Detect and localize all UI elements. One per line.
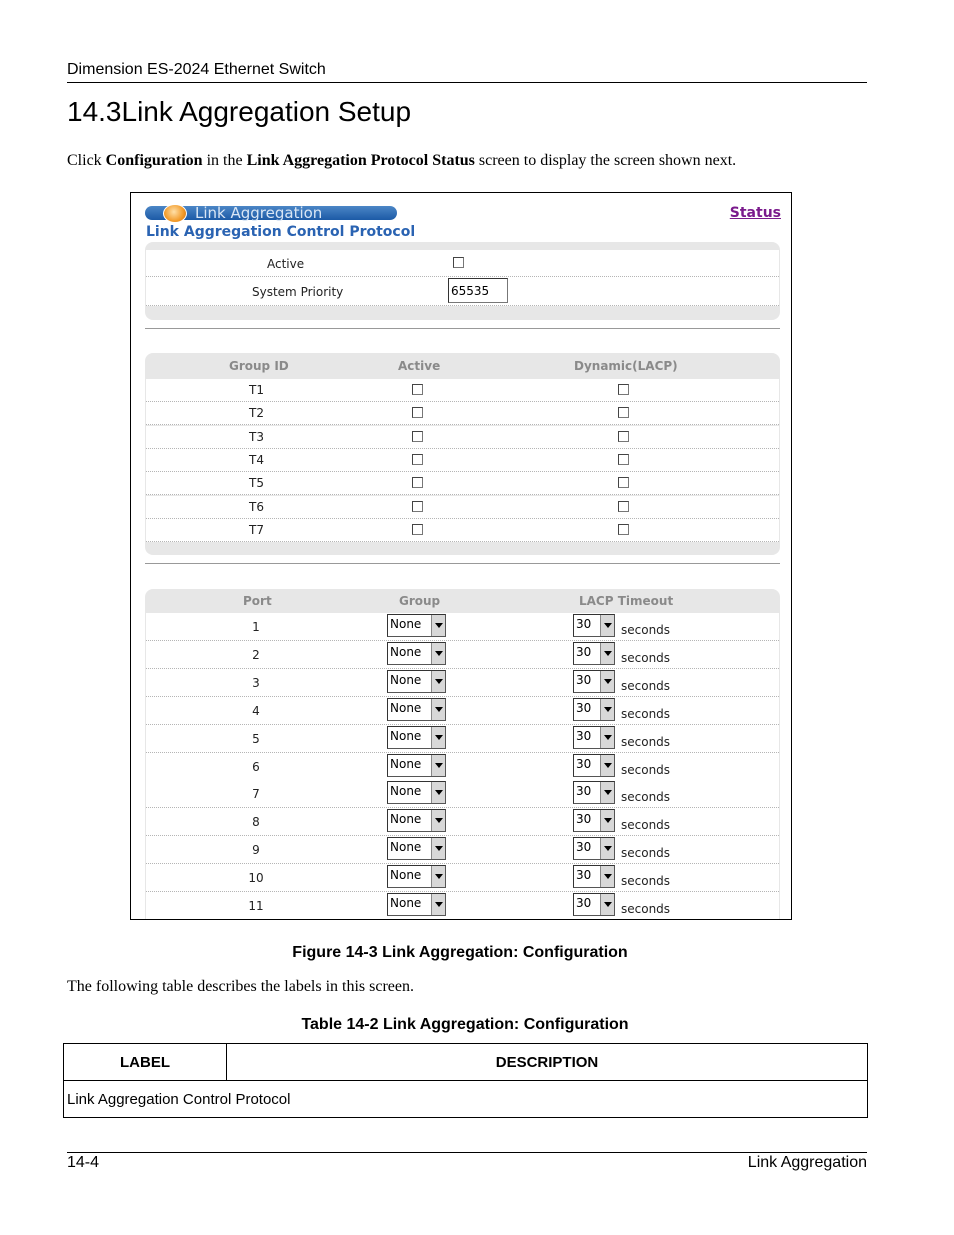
lacp-timeout-select[interactable]	[573, 726, 615, 749]
table-cell-section-row: Link Aggregation Control Protocol	[64, 1081, 868, 1118]
group-select[interactable]	[387, 781, 446, 804]
table-header-row	[64, 1044, 868, 1081]
lacp-active-label: Active	[267, 257, 305, 271]
group-select-value: None	[390, 896, 422, 910]
chevron-down-icon[interactable]	[431, 615, 445, 636]
port-number: 2	[252, 647, 260, 662]
group-row	[146, 379, 779, 402]
chevron-down-icon[interactable]	[600, 894, 614, 915]
chevron-down-icon[interactable]	[431, 866, 445, 887]
col-header-group-id: Group ID	[229, 359, 289, 373]
group-dynamic-checkbox[interactable]	[618, 384, 629, 395]
group-select[interactable]	[387, 893, 446, 916]
lacp-timeout-value: 30	[576, 700, 592, 715]
port-row	[146, 808, 779, 836]
system-priority-label: System Priority	[252, 285, 344, 299]
screenshot-figure	[130, 192, 792, 920]
section-number: 14.3	[67, 96, 122, 127]
lacp-active-row	[146, 250, 779, 277]
port-row	[146, 864, 779, 892]
lacp-timeout-value: 30	[576, 868, 592, 883]
lacp-timeout-select[interactable]	[573, 865, 615, 888]
port-number: 4	[252, 703, 260, 718]
lacp-timeout-select[interactable]	[573, 754, 615, 777]
group-dynamic-checkbox[interactable]	[618, 477, 629, 488]
chevron-down-icon[interactable]	[600, 782, 614, 803]
table-caption: Table 14-2 Link Aggregation: Configuration	[301, 1016, 629, 1033]
port-row	[146, 780, 779, 808]
chevron-down-icon[interactable]	[431, 699, 445, 720]
port-row	[146, 697, 779, 725]
system-priority-row	[146, 277, 779, 306]
seconds-label: seconds	[621, 790, 671, 805]
group-row	[146, 496, 779, 519]
lacp-timeout-value: 30	[576, 644, 592, 659]
lacp-timeout-value: 30	[576, 812, 592, 827]
intro-paragraph	[67, 152, 736, 170]
banner-bulb-icon	[163, 204, 187, 223]
group-active-checkbox[interactable]	[412, 431, 423, 442]
intro-text-2: in the	[202, 152, 247, 169]
port-row	[146, 892, 779, 920]
seconds-label: seconds	[621, 678, 671, 693]
seconds-label: seconds	[621, 762, 671, 777]
lacp-active-checkbox[interactable]	[453, 257, 464, 268]
lacp-timeout-select[interactable]	[573, 614, 615, 637]
group-dynamic-checkbox[interactable]	[618, 454, 629, 465]
seconds-label: seconds	[621, 902, 671, 916]
port-number: 7	[252, 787, 260, 802]
group-select[interactable]	[387, 865, 446, 888]
port-number: 1	[252, 620, 260, 634]
chevron-down-icon[interactable]	[431, 755, 445, 776]
chevron-down-icon[interactable]	[600, 643, 614, 664]
document-header-title: Dimension ES-2024 Ethernet Switch	[67, 61, 326, 78]
header-rule	[67, 82, 867, 83]
group-dynamic-checkbox[interactable]	[618, 431, 629, 442]
seconds-label: seconds	[621, 874, 671, 889]
status-link[interactable]: Status	[729, 205, 781, 221]
lacp-timeout-value: 30	[576, 896, 592, 910]
group-select-value: None	[390, 617, 422, 631]
banner-title: Link Aggregation	[195, 204, 323, 222]
group-active-checkbox[interactable]	[412, 384, 423, 395]
group-select-value: None	[390, 812, 422, 827]
group-active-checkbox[interactable]	[412, 407, 423, 418]
section-heading	[67, 96, 411, 128]
footer-rule	[67, 1152, 867, 1153]
chevron-down-icon[interactable]	[431, 782, 445, 803]
description-table	[63, 1043, 868, 1118]
port-row	[146, 669, 779, 697]
group-select[interactable]	[387, 754, 446, 777]
group-select-value: None	[390, 700, 422, 715]
col-header-port: Port	[243, 594, 272, 608]
group-row	[146, 449, 779, 472]
seconds-label: seconds	[621, 846, 671, 861]
group-dynamic-checkbox[interactable]	[618, 407, 629, 418]
figure-caption: Figure 14-3 Link Aggregation: Configuration	[292, 944, 628, 961]
group-select-value: None	[390, 784, 422, 799]
lacp-timeout-select[interactable]	[573, 837, 615, 860]
seconds-label: seconds	[621, 734, 671, 749]
group-row	[146, 472, 779, 495]
chevron-down-icon[interactable]	[431, 643, 445, 664]
group-active-checkbox[interactable]	[412, 501, 423, 512]
table-intro-paragraph: The following table describes the labels in this screen.	[67, 978, 415, 995]
chevron-down-icon[interactable]	[431, 727, 445, 748]
port-row	[146, 836, 779, 864]
lacp-timeout-select[interactable]	[573, 698, 615, 721]
lacp-timeout-value: 30	[576, 617, 592, 631]
group-select[interactable]	[387, 614, 446, 637]
group-row	[146, 402, 779, 425]
table-row	[64, 1081, 868, 1118]
seconds-label: seconds	[621, 623, 671, 637]
lacp-timeout-select[interactable]	[573, 670, 615, 693]
group-select[interactable]	[387, 809, 446, 832]
chevron-down-icon[interactable]	[600, 699, 614, 720]
group-select-value: None	[390, 868, 422, 883]
group-select-value: None	[390, 728, 422, 743]
chevron-down-icon[interactable]	[600, 755, 614, 776]
port-number: 5	[252, 731, 260, 746]
group-active-checkbox[interactable]	[412, 477, 423, 488]
group-select-value: None	[390, 672, 422, 687]
col-header-dynamic-lacp: Dynamic(LACP)	[574, 359, 678, 373]
seconds-label: seconds	[621, 706, 671, 721]
intro-text-3: screen to display the screen shown next.	[474, 152, 737, 169]
group-select[interactable]	[387, 642, 446, 665]
chevron-down-icon[interactable]	[600, 615, 614, 636]
group-id: T6	[249, 499, 264, 514]
intro-bold-status-screen: Link Aggregation Protocol Status	[246, 152, 475, 169]
group-dynamic-checkbox[interactable]	[618, 501, 629, 512]
chevron-down-icon[interactable]	[600, 866, 614, 887]
group-id: T3	[249, 429, 264, 444]
section-divider-1	[145, 328, 780, 329]
group-select[interactable]	[387, 670, 446, 693]
port-number: 3	[252, 675, 260, 690]
group-select[interactable]	[387, 698, 446, 721]
chevron-down-icon[interactable]	[600, 671, 614, 692]
system-priority-input[interactable]	[448, 278, 508, 303]
section-title: Link Aggregation Setup	[121, 96, 412, 127]
group-dynamic-checkbox[interactable]	[618, 524, 629, 535]
col-header-active: Active	[398, 359, 441, 373]
group-select[interactable]	[387, 726, 446, 749]
lacp-timeout-value: 30	[576, 840, 592, 855]
group-id: T2	[249, 406, 264, 421]
lacp-timeout-value: 30	[576, 672, 592, 687]
port-number: 10	[248, 871, 264, 886]
group-id: T1	[249, 383, 264, 397]
chevron-down-icon[interactable]	[431, 810, 445, 831]
port-row	[146, 725, 779, 753]
lacp-timeout-select[interactable]	[573, 809, 615, 832]
lacp-timeout-value: 30	[576, 728, 592, 743]
table-header-label: LABEL	[64, 1044, 227, 1081]
lacp-timeout-value: 30	[576, 784, 592, 799]
group-select-value: None	[390, 644, 422, 659]
group-select[interactable]	[387, 837, 446, 860]
port-number: 8	[252, 815, 260, 830]
lacp-section-title: Link Aggregation Control Protocol	[146, 224, 416, 240]
footer-chapter-name: Link Aggregation	[747, 1154, 867, 1171]
group-select-value: None	[390, 756, 422, 771]
lacp-timeout-select[interactable]	[573, 781, 615, 804]
lacp-timeout-select[interactable]	[573, 642, 615, 665]
group-select-value: None	[390, 840, 422, 855]
group-active-checkbox[interactable]	[412, 454, 423, 465]
group-row	[146, 426, 779, 449]
section-divider-2	[145, 563, 780, 564]
group-id: T4	[249, 452, 264, 467]
chevron-down-icon[interactable]	[600, 838, 614, 859]
seconds-label: seconds	[621, 818, 671, 833]
lacp-timeout-value: 30	[576, 756, 592, 771]
chevron-down-icon[interactable]	[431, 894, 445, 915]
intro-bold-configuration: Configuration	[105, 152, 203, 169]
group-id: T7	[249, 522, 264, 537]
chevron-down-icon[interactable]	[431, 838, 445, 859]
group-id: T5	[249, 476, 264, 491]
port-number: 6	[252, 759, 260, 774]
group-active-checkbox[interactable]	[412, 524, 423, 535]
lacp-timeout-select[interactable]	[573, 893, 615, 916]
chevron-down-icon[interactable]	[600, 727, 614, 748]
footer-page-number: 14-4	[67, 1154, 100, 1171]
table-header-description: DESCRIPTION	[227, 1044, 868, 1081]
chevron-down-icon[interactable]	[600, 810, 614, 831]
port-row	[146, 613, 779, 641]
col-header-lacp-timeout: LACP Timeout	[579, 594, 674, 608]
chevron-down-icon[interactable]	[431, 671, 445, 692]
group-row	[146, 519, 779, 542]
port-row	[146, 753, 779, 781]
port-number: 9	[252, 843, 260, 858]
seconds-label: seconds	[621, 650, 671, 665]
intro-text-1: Click	[67, 152, 106, 169]
port-number: 11	[248, 899, 264, 913]
port-row	[146, 641, 779, 669]
col-header-group: Group	[399, 594, 441, 608]
